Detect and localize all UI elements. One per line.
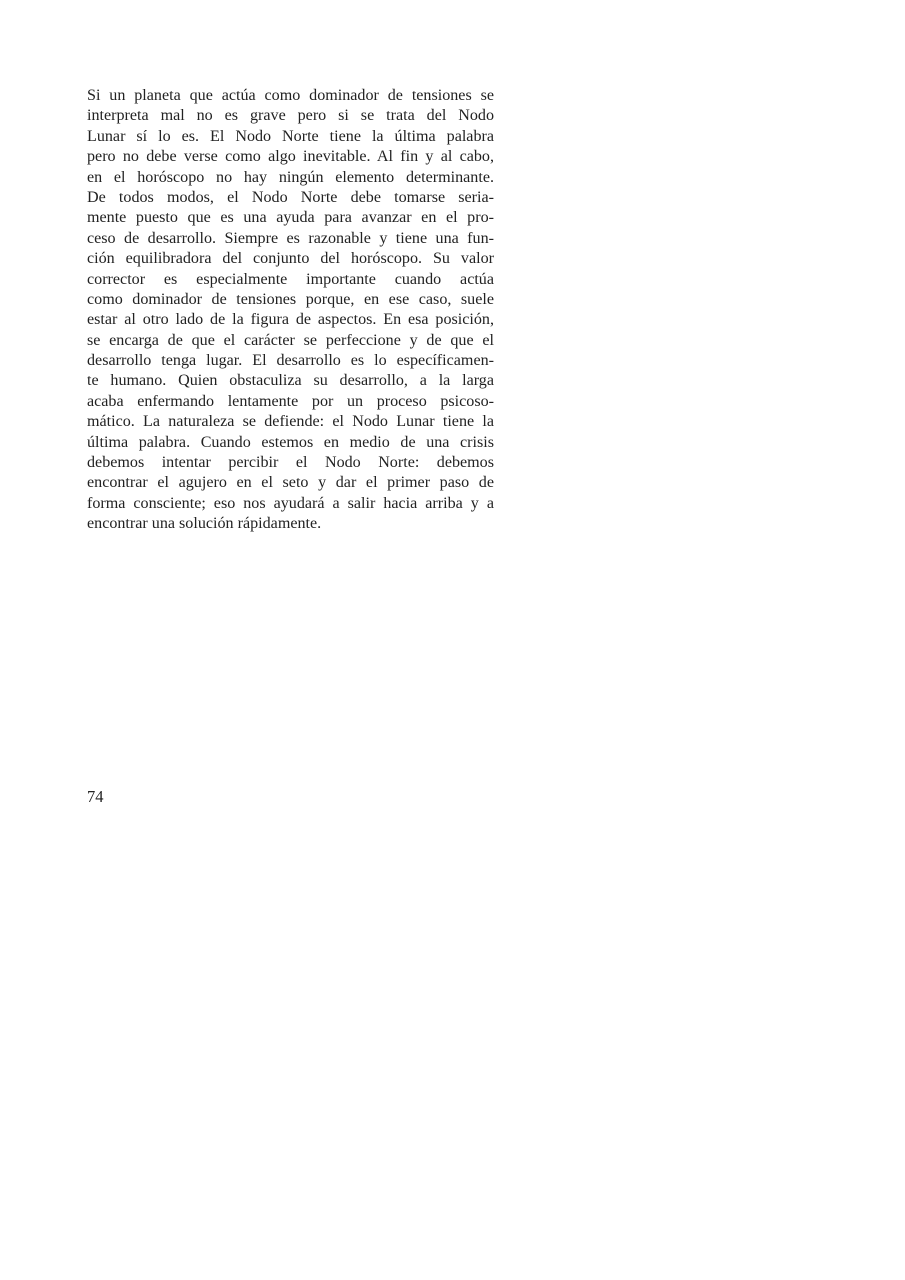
paragraph-line: en el horóscopo no hay ningún elemento determinante. [87, 168, 494, 186]
paragraph-line: De todos modos, el Nodo Norte debe tomarse seria- [87, 188, 494, 206]
paragraph-line: mático. La naturaleza se defiende: el Nodo Lunar tiene la [87, 413, 494, 431]
paragraph-line: se encarga de que el carácter se perfeccione y de que el [87, 331, 494, 349]
paragraph-line: mente puesto que es una ayuda para avanzar en el pro- [87, 209, 494, 227]
paragraph-line: ceso de desarrollo. Siempre es razonable y tiene una fun- [87, 229, 494, 247]
paragraph-line: como dominador de tensiones porque, en ese caso, suele [87, 290, 494, 308]
paragraph-line: desarrollo tenga lugar. El desarrollo es lo específicamen- [87, 352, 494, 370]
paragraph-line: Si un planeta que actúa como dominador de tensiones se [87, 87, 494, 104]
paragraph-line: te humano. Quien obstaculiza su desarrollo, a la larga [87, 372, 494, 390]
paragraph-line: debemos intentar percibir el Nodo Norte: debemos [87, 454, 494, 472]
paragraph-line: estar al otro lado de la figura de aspectos. En esa posición, [87, 311, 494, 329]
paragraph-line: acaba enfermando lentamente por un proceso psicoso- [87, 392, 494, 410]
paragraph-line: última palabra. Cuando estemos en medio de una crisis [87, 433, 494, 451]
paragraph-line: ción equilibradora del conjunto del horóscopo. Su valor [87, 250, 494, 268]
paragraph-line: interpreta mal no es grave pero si se trata del Nodo [87, 107, 494, 125]
paragraph-line: corrector es especialmente importante cuando actúa [87, 270, 494, 288]
paragraph-line: forma consciente; eso nos ayudará a salir hacia arriba y a [87, 494, 494, 512]
body-paragraph [87, 86, 494, 535]
paragraph-line: encontrar una solución rápidamente. [87, 515, 322, 533]
page-number: 74 [87, 787, 104, 806]
paragraph-line: pero no debe verse como algo inevitable. Al fin y al cabo, [87, 148, 494, 166]
paragraph-line: encontrar el agujero en el seto y dar el primer paso de [87, 474, 494, 492]
paragraph-line: Lunar sí lo es. El Nodo Norte tiene la última palabra [87, 127, 494, 145]
